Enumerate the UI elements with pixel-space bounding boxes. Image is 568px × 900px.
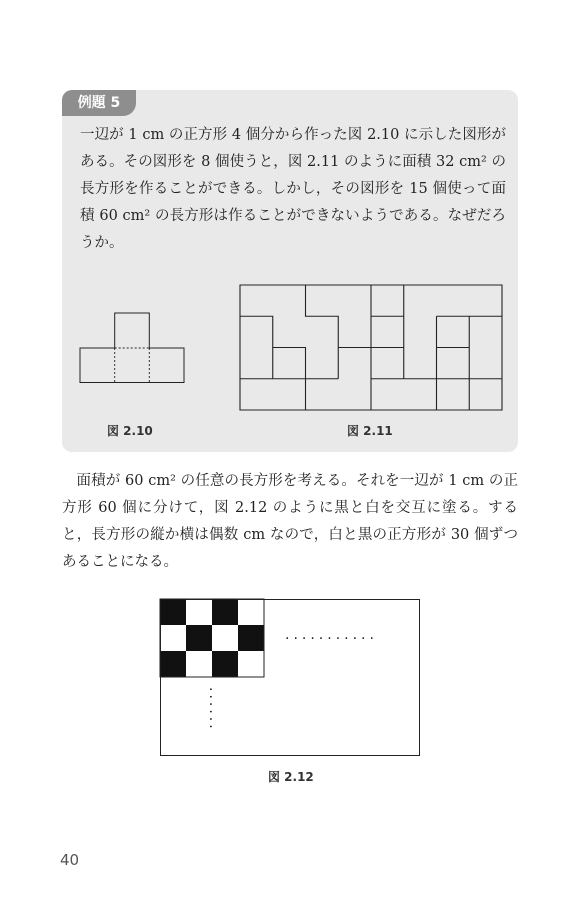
- example-label: 例題 5: [62, 90, 136, 116]
- body-paragraph: 面積が 60 cm² の任意の長方形を考える。それを一辺が 1 cm の正方形 60 個に分けて，図 2.12 のように黒と白を交互に塗る。すると，長方形の縦か横は偶数 cm なので，白と黒の正方形が 30 個ずつあることになる。: [62, 473, 518, 570]
- vertical-dots: ......: [206, 687, 222, 732]
- example-problem-text: 一辺が 1 cm の正方形 4 個分から作った図 2.10 に示した図形がある。その図形を 8 個使うと，図 2.11 のように面積 32 cm² の長方形を作ることができる。しかし，その図形を 15 個使って面積 60 cm² の長方形は作ることができないようである。なぜだろうか。: [80, 127, 506, 251]
- checkerboard: [160, 599, 264, 677]
- horizontal-dots: ...........: [285, 627, 378, 643]
- figure-2-10: [80, 313, 184, 383]
- page-number: 40: [60, 851, 80, 869]
- figure-2-11-caption: 図 2.11: [347, 424, 393, 438]
- figure-2-12-caption: 図 2.12: [268, 770, 314, 784]
- figure-2-12: [160, 599, 420, 756]
- figure-2-11: [240, 285, 504, 411]
- figure-2-10-caption: 図 2.10: [107, 424, 153, 438]
